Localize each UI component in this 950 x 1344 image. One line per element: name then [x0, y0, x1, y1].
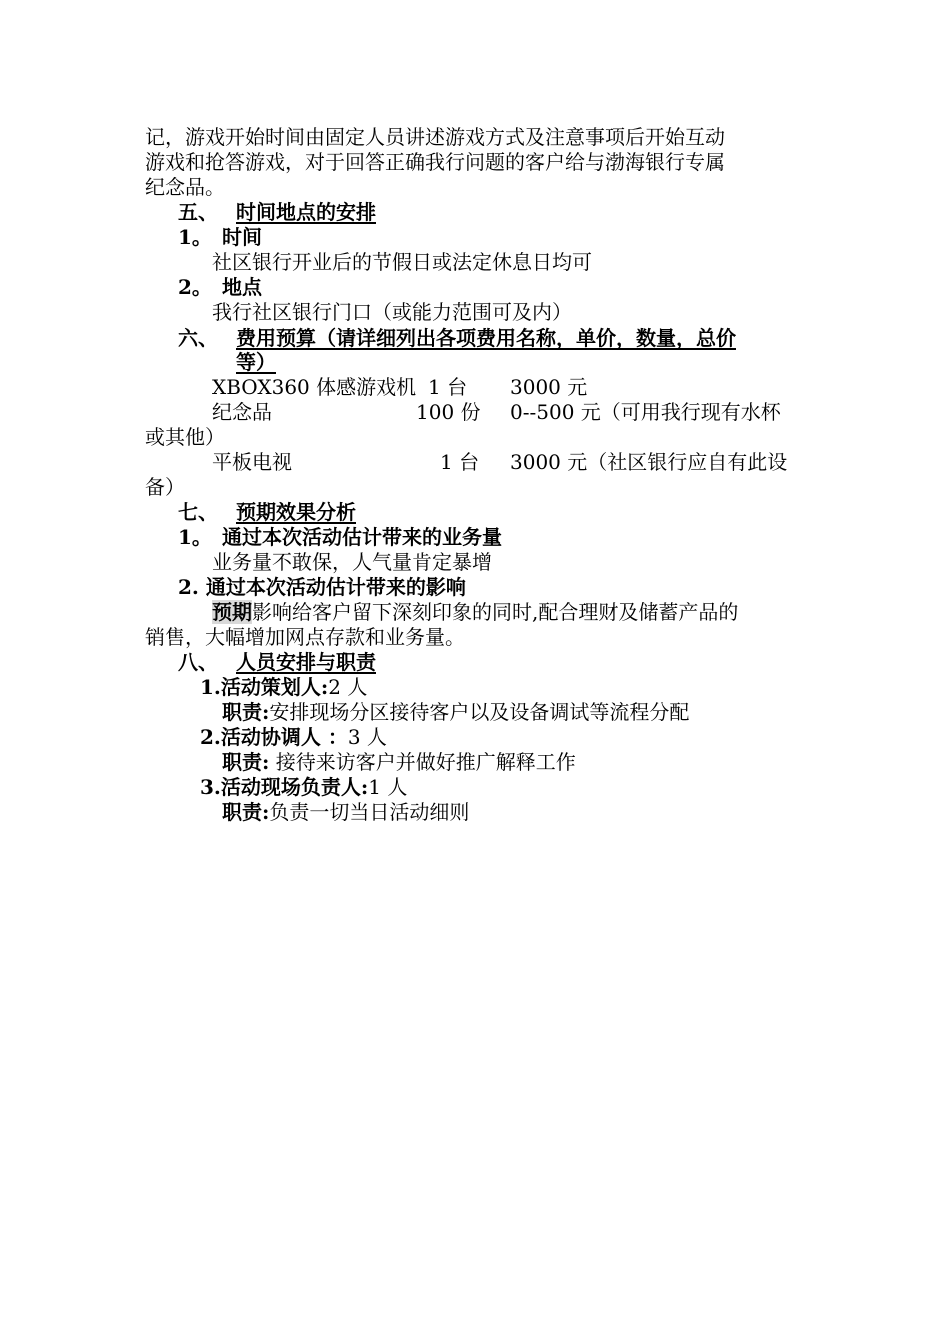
section6-title-line-1: 费用预算（请详细列出各项费用名称，单价，数量，总价: [236, 326, 736, 350]
section5-item2-title: 地点: [222, 275, 262, 299]
section5-item1-number: 1。: [178, 225, 212, 249]
section6-title-line-2: 等）: [236, 350, 276, 374]
section8-title: 人员安排与职责: [236, 650, 376, 674]
section5-item2-number: 2。: [178, 275, 212, 299]
role-1-count: 2 人: [328, 675, 368, 699]
section7-item2-title: 2. 通过本次活动估计带来的影响: [178, 575, 466, 599]
section7-item1-title: 通过本次活动估计带来的业务量: [222, 525, 502, 549]
section5-item1-title: 时间: [222, 225, 262, 249]
cost-row-1-name: XBOX360 体感游戏机: [212, 375, 417, 399]
section7-title: 预期效果分析: [236, 500, 356, 524]
section7-item2-text: 影响给客户留下深刻印象的同时,配合理财及储蓄产品的: [252, 600, 739, 624]
section5-title: 时间地点的安排: [236, 200, 376, 224]
role-2: [200, 725, 387, 750]
section5-item1-text: 社区银行开业后的节假日或法定休息日均可: [212, 250, 592, 274]
cost-row-2-name: 纪念品: [212, 400, 272, 424]
highlighted-word: 预期: [212, 600, 252, 624]
cost-row-3-qty: 1 台: [440, 450, 480, 474]
role-2-duty-label: 职责:: [222, 750, 270, 774]
role-2-duty-text: 接待来访客户并做好推广解释工作: [269, 750, 576, 774]
cost-row-3-name: 平板电视: [212, 450, 292, 474]
section7-item2-text-line-2: 销售，大幅增加网点存款和业务量。: [145, 625, 465, 649]
role-1-duty-label: 职责:: [222, 700, 270, 724]
role-2-duty: [222, 750, 576, 775]
role-3: [200, 775, 407, 800]
cost-row-2-continuation: 或其他）: [145, 425, 225, 449]
role-1: [200, 675, 367, 700]
section5-item2-text: 我行社区银行门口（或能力范围可及内）: [212, 300, 572, 324]
cost-row-3-continuation: 备）: [145, 475, 185, 499]
role-1-duty-text: 安排现场分区接待客户以及设备调试等流程分配: [269, 700, 690, 724]
cost-row-3-price: 3000 元（社区银行应自有此设: [510, 450, 788, 474]
role-3-duty-label: 职责:: [222, 800, 270, 824]
intro-line-2: 游戏和抢答游戏，对于回答正确我行问题的客户给与渤海银行专属: [145, 150, 725, 174]
cost-row-2-price: 0--500 元（可用我行现有水杯: [510, 400, 781, 424]
section6-number: 六、: [178, 326, 218, 350]
role-3-duty: [222, 800, 469, 825]
cost-row-2-qty: 100 份: [416, 400, 481, 424]
section7-item2-paragraph: [212, 600, 738, 625]
role-3-duty-text: 负责一切当日活动细则: [269, 800, 470, 824]
role-2-label: 2.活动协调人 ：: [200, 725, 348, 749]
cost-row-1-price: 3000 元: [510, 375, 588, 399]
section7-item1-number: 1。: [178, 525, 212, 549]
role-1-duty: [222, 700, 689, 725]
section7-item1-text: 业务量不敢保，人气量肯定暴增: [212, 550, 492, 574]
role-2-count: 3 人: [347, 725, 387, 749]
section5-number: 五、: [178, 200, 218, 224]
section7-number: 七、: [178, 500, 218, 524]
role-1-label: 1.活动策划人:: [200, 675, 329, 699]
role-3-count: 1 人: [368, 775, 408, 799]
section8-number: 八、: [178, 650, 218, 674]
intro-line-3: 纪念品。: [145, 175, 225, 199]
cost-row-1-qty: 1 台: [428, 375, 468, 399]
intro-line-1: 记，游戏开始时间由固定人员讲述游戏方式及注意事项后开始互动: [145, 125, 725, 149]
role-3-label: 3.活动现场负责人:: [200, 775, 369, 799]
